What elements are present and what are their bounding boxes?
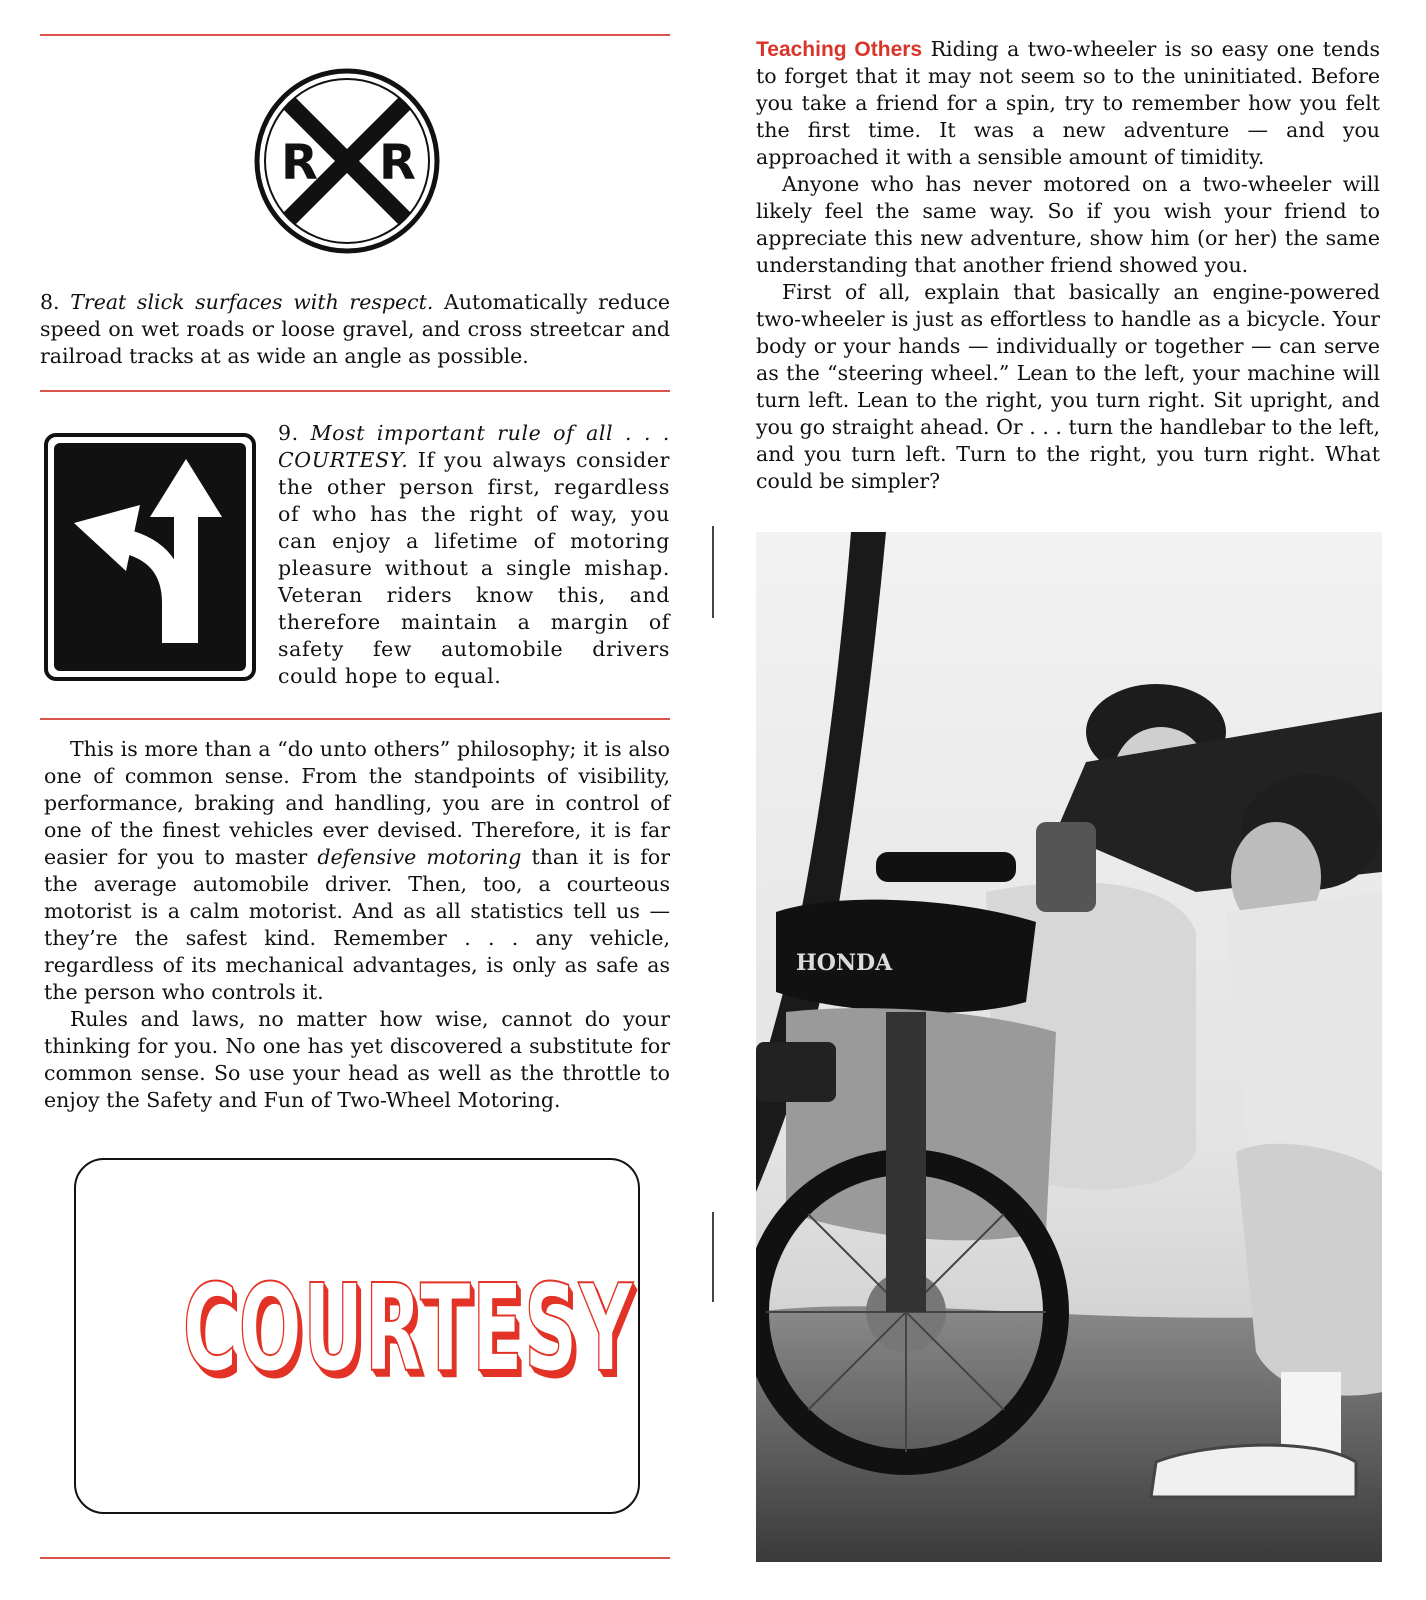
courtesy-body-text <box>44 736 670 1114</box>
rule-8-paragraph <box>40 289 670 370</box>
right-paragraph-2: Anyone who has never motored on a two-wheeler will likely feel the same way. So if you wish your friend to appreciate this new adventure, show him (or her) the same understanding that another friend showed you. <box>756 172 1380 277</box>
body-p1-end: than it is for the average automobile driver. Then, too, a courteous motorist is a calm motorist. And as all statistics tell us — they’re the safest kind. Remember . . . any vehicle, regardless of its mechanical advantages, is only as safe as the person who controls it. <box>44 845 671 1004</box>
rule-divider-1 <box>40 390 670 392</box>
rr-sign-letter-right: R <box>379 135 416 191</box>
rule-divider-2 <box>40 718 670 720</box>
lane-arrows-sign-icon <box>44 433 256 681</box>
right-p1-text: Riding a two-wheeler is so easy one tends to forget that it may not seem so to the uninitiated. Before you take a friend for a spin, try to remember how you felt the first time. It was a new adventure — and you approached it with a sensible amount of timidity. <box>756 37 1380 169</box>
body-paragraph-2: Rules and laws, no matter how wise, cannot do your thinking for you. No one has yet discovered a substitute for common sense. So use your head as well as the throttle to enjoy the Safety and Fun of Two-Wheel Motoring. <box>44 1007 670 1112</box>
right-paragraph-3: First of all, explain that basically an engine-powered two-wheeler is just as effortless to handle as a bicycle. Your body or your hands — individually or together — can serve as the “steering wheel.” Lean to the left, your machine will turn left. Lean to the right, you turn right. Sit upright, and you go straight ahead. Or . . . turn the handlebar to the left, and you turn left. Turn to the right, you turn right. What could be simpler? <box>756 280 1380 493</box>
rule-8-number: 8. <box>40 290 60 314</box>
photo-brand-label: HONDA <box>796 950 893 976</box>
section-heading: Teaching Others <box>756 38 923 61</box>
rr-sign-letter-left: R <box>281 135 318 191</box>
rule-9-number: 9. <box>278 421 299 445</box>
gutter-mark <box>712 1212 714 1302</box>
bottom-rule <box>40 1557 670 1559</box>
body-p1-italic: defensive motoring <box>317 845 522 869</box>
right-paragraph-1 <box>756 36 1380 171</box>
rule-9-paragraph <box>278 420 670 690</box>
body-p1-start: This is more than a “do unto others” philosophy; it is also one of common sense. From the standpoints of visibility, performance, braking and handling, you are in control of one of the finest vehicles ever devised. Therefore, it is far easier for you to master <box>44 737 670 869</box>
teaching-others-section <box>756 36 1380 495</box>
rule-8-title: Treat slick surfaces with respect. <box>70 290 434 314</box>
rule-9-title: Most important rule of all . . . COURTESY. <box>278 421 670 472</box>
honda-scooter-photo <box>756 532 1382 1562</box>
railroad-crossing-sign-icon <box>253 67 441 255</box>
courtesy-panel <box>74 1158 640 1514</box>
rule-9-body: If you always consider the other person first, regardless of who has the right of way, you can enjoy a lifetime of motoring pleasure without a single mishap. Veteran riders know this, and therefore maintain a margin of safety few automobile drivers could hope to equal. <box>278 448 670 688</box>
rule-8-body: Automatically reduce speed on wet roads or loose gravel, and cross streetcar and railroad tracks at as wide an angle as possible. <box>40 290 670 368</box>
courtesy-word: COURTESY <box>182 1260 634 1399</box>
body-paragraph-1 <box>44 736 670 1006</box>
top-rule <box>40 34 670 36</box>
gutter-mark <box>712 526 714 618</box>
